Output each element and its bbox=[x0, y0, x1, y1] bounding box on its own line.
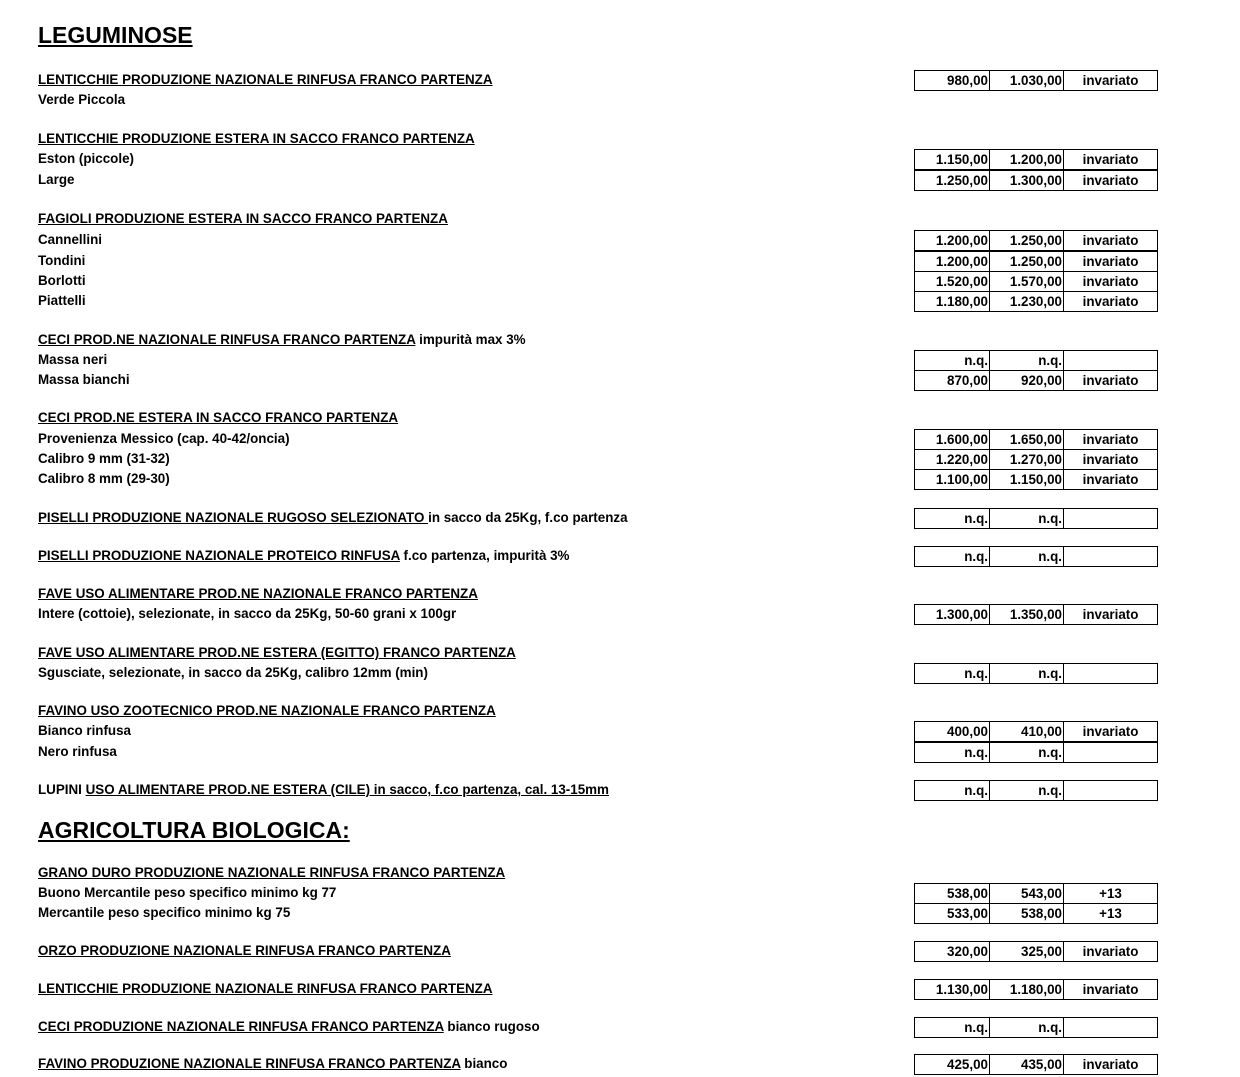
price-variation-cell bbox=[1063, 546, 1158, 567]
plain-text: Piattelli bbox=[38, 293, 86, 308]
price-max-cell: 1.250,00 bbox=[989, 230, 1063, 251]
plain-text: Intere (cottoie), selezionate, in sacco da 25Kg, 50-60 grani x 100gr bbox=[38, 606, 457, 621]
price-max-cell: 1.030,00 bbox=[989, 70, 1063, 91]
underlined-text: CECI PROD.NE NAZIONALE RINFUSA FRANCO PARTENZA bbox=[38, 332, 416, 347]
product-label bbox=[38, 508, 628, 528]
price-max-cell: 920,00 bbox=[989, 370, 1063, 391]
underlined-text: PISELLI PRODUZIONE NAZIONALE PROTEICO RINFUSA bbox=[38, 548, 400, 563]
plain-text: Large bbox=[38, 172, 75, 187]
price-min-cell: n.q. bbox=[914, 508, 989, 529]
price-max-cell: 1.350,00 bbox=[989, 604, 1063, 625]
underlined-text: CECI PRODUZIONE NAZIONALE RINFUSA FRANCO PARTENZA bbox=[38, 1019, 444, 1034]
price-max-cell: n.q. bbox=[989, 350, 1063, 371]
price-max-cell: 1.150,00 bbox=[989, 469, 1063, 490]
product-label bbox=[38, 883, 336, 903]
product-label bbox=[38, 546, 569, 566]
price-max-cell: n.q. bbox=[989, 508, 1063, 529]
section-heading bbox=[38, 90, 125, 110]
price-variation-cell: +13 bbox=[1063, 903, 1158, 924]
price-cells bbox=[914, 429, 1158, 449]
price-variation-cell bbox=[1063, 508, 1158, 529]
plain-text: f.co partenza, impurità 3% bbox=[399, 548, 570, 563]
price-cells bbox=[914, 663, 1158, 683]
product-label bbox=[38, 903, 290, 923]
price-min-cell: n.q. bbox=[914, 1017, 989, 1038]
price-max-cell: 543,00 bbox=[989, 883, 1063, 904]
product-label bbox=[38, 1054, 507, 1074]
plain-text: Massa bianchi bbox=[38, 372, 130, 387]
price-variation-cell bbox=[1063, 742, 1158, 763]
price-min-cell: n.q. bbox=[914, 780, 989, 801]
price-variation-cell: +13 bbox=[1063, 883, 1158, 904]
section-heading bbox=[38, 863, 505, 883]
plain-text: bianco bbox=[460, 1056, 508, 1071]
plain-text: Bianco rinfusa bbox=[38, 723, 132, 738]
price-min-cell: 1.250,00 bbox=[914, 170, 989, 191]
price-variation-cell: invariato bbox=[1063, 271, 1158, 292]
price-variation-cell: invariato bbox=[1063, 170, 1158, 191]
underlined-text: LENTICCHIE PRODUZIONE NAZIONALE RINFUSA FRANCO PARTENZA bbox=[38, 981, 493, 996]
price-min-cell: 425,00 bbox=[914, 1054, 989, 1075]
price-max-cell: 1.250,00 bbox=[989, 251, 1063, 272]
product-label bbox=[38, 979, 493, 999]
price-min-cell: 870,00 bbox=[914, 370, 989, 391]
section-title-agricoltura-biologica: AGRICOLTURA BIOLOGICA: bbox=[38, 817, 350, 843]
price-cells bbox=[914, 604, 1158, 624]
price-min-cell: 1.300,00 bbox=[914, 604, 989, 625]
price-max-cell: 1.200,00 bbox=[989, 149, 1063, 170]
product-label bbox=[38, 291, 86, 311]
product-label bbox=[38, 230, 102, 250]
product-label bbox=[38, 1017, 540, 1037]
underlined-text: LENTICCHIE PRODUZIONE NAZIONALE RINFUSA FRANCO PARTENZA bbox=[38, 72, 493, 87]
price-max-cell: 410,00 bbox=[989, 721, 1063, 742]
price-cells bbox=[914, 903, 1158, 923]
price-min-cell: 1.520,00 bbox=[914, 271, 989, 292]
price-variation-cell: invariato bbox=[1063, 604, 1158, 625]
section-heading bbox=[38, 209, 448, 229]
price-variation-cell bbox=[1063, 350, 1158, 371]
price-cells bbox=[914, 979, 1158, 999]
price-cells bbox=[914, 291, 1158, 311]
price-max-cell: 435,00 bbox=[989, 1054, 1063, 1075]
price-min-cell: 1.130,00 bbox=[914, 979, 989, 1000]
price-min-cell: 1.150,00 bbox=[914, 149, 989, 170]
price-cells bbox=[914, 941, 1158, 961]
price-cells bbox=[914, 508, 1158, 528]
price-cells bbox=[914, 546, 1158, 566]
plain-text: Sgusciate, selezionate, in sacco da 25Kg, calibro 12mm (min) bbox=[38, 665, 428, 680]
price-cells bbox=[914, 271, 1158, 291]
price-min-cell: 320,00 bbox=[914, 941, 989, 962]
price-cells bbox=[914, 449, 1158, 469]
price-max-cell: n.q. bbox=[989, 780, 1063, 801]
price-max-cell: 1.300,00 bbox=[989, 170, 1063, 191]
product-label bbox=[38, 271, 86, 291]
price-max-cell: 1.570,00 bbox=[989, 271, 1063, 292]
plain-text: Massa neri bbox=[38, 352, 108, 367]
product-label bbox=[38, 780, 609, 800]
price-variation-cell bbox=[1063, 1017, 1158, 1038]
price-max-cell: 1.230,00 bbox=[989, 291, 1063, 312]
price-variation-cell: invariato bbox=[1063, 251, 1158, 272]
product-label bbox=[38, 149, 134, 169]
price-max-cell: n.q. bbox=[989, 1017, 1063, 1038]
product-label bbox=[38, 449, 170, 469]
price-min-cell: 538,00 bbox=[914, 883, 989, 904]
underlined-text: GRANO DURO PRODUZIONE NAZIONALE RINFUSA FRANCO PARTENZA bbox=[38, 865, 506, 880]
product-label bbox=[38, 604, 456, 624]
underlined-text: FAVINO USO ZOOTECNICO PROD.NE NAZIONALE FRANCO PARTENZA bbox=[38, 703, 496, 718]
plain-text: Buono Mercantile peso specifico minimo kg 77 bbox=[38, 885, 337, 900]
price-max-cell: n.q. bbox=[989, 663, 1063, 684]
price-min-cell: 1.600,00 bbox=[914, 429, 989, 450]
price-cells bbox=[914, 883, 1158, 903]
price-cells bbox=[914, 721, 1158, 741]
price-variation-cell: invariato bbox=[1063, 449, 1158, 470]
plain-text: Provenienza Messico (cap. 40-42/oncia) bbox=[38, 431, 290, 446]
section-heading bbox=[38, 129, 475, 149]
product-label bbox=[38, 663, 428, 683]
price-min-cell: 1.200,00 bbox=[914, 230, 989, 251]
underlined-text: FAVE USO ALIMENTARE PROD.NE ESTERA (EGITTO) FRANCO PARTENZA bbox=[38, 645, 516, 660]
plain-text: Cannellini bbox=[38, 232, 102, 247]
product-label bbox=[38, 251, 85, 271]
price-cells bbox=[914, 780, 1158, 800]
price-variation-cell: invariato bbox=[1063, 941, 1158, 962]
price-cells bbox=[914, 1017, 1158, 1037]
price-min-cell: n.q. bbox=[914, 742, 989, 763]
section-title-leguminose: LEGUMINOSE bbox=[38, 22, 193, 48]
price-variation-cell: invariato bbox=[1063, 1054, 1158, 1075]
plain-text: impurità max 3% bbox=[415, 332, 526, 347]
price-variation-cell: invariato bbox=[1063, 149, 1158, 170]
underlined-text: CECI PROD.NE ESTERA IN SACCO FRANCO PARTENZA bbox=[38, 410, 399, 425]
price-max-cell: 1.180,00 bbox=[989, 979, 1063, 1000]
price-variation-cell bbox=[1063, 780, 1158, 801]
price-cells bbox=[914, 350, 1158, 370]
price-max-cell: 538,00 bbox=[989, 903, 1063, 924]
section-heading bbox=[38, 330, 526, 350]
product-label bbox=[38, 70, 493, 90]
price-variation-cell: invariato bbox=[1063, 469, 1158, 490]
plain-text: LUPINI bbox=[38, 782, 86, 797]
price-min-cell: 1.200,00 bbox=[914, 251, 989, 272]
price-min-cell: 1.100,00 bbox=[914, 469, 989, 490]
plain-text: Mercantile peso specifico minimo kg 75 bbox=[38, 905, 291, 920]
price-cells bbox=[914, 1054, 1158, 1074]
product-label bbox=[38, 370, 130, 390]
price-variation-cell: invariato bbox=[1063, 230, 1158, 251]
price-cells bbox=[914, 230, 1158, 250]
plain-text: Eston (piccole) bbox=[38, 151, 134, 166]
product-label bbox=[38, 469, 170, 489]
price-min-cell: n.q. bbox=[914, 663, 989, 684]
price-cells bbox=[914, 149, 1158, 169]
price-variation-cell: invariato bbox=[1063, 429, 1158, 450]
price-min-cell: 1.220,00 bbox=[914, 449, 989, 470]
price-max-cell: n.q. bbox=[989, 742, 1063, 763]
price-max-cell: 1.270,00 bbox=[989, 449, 1063, 470]
plain-text: bianco rugoso bbox=[443, 1019, 540, 1034]
underlined-text: FAGIOLI PRODUZIONE ESTERA IN SACCO FRANCO PARTENZA bbox=[38, 211, 448, 226]
price-min-cell: 400,00 bbox=[914, 721, 989, 742]
price-max-cell: 325,00 bbox=[989, 941, 1063, 962]
price-cells bbox=[914, 742, 1158, 762]
price-variation-cell: invariato bbox=[1063, 979, 1158, 1000]
price-min-cell: n.q. bbox=[914, 350, 989, 371]
price-cells bbox=[914, 70, 1158, 90]
plain-text: Calibro 8 mm (29-30) bbox=[38, 471, 170, 486]
price-variation-cell bbox=[1063, 663, 1158, 684]
section-heading bbox=[38, 408, 398, 428]
price-variation-cell: invariato bbox=[1063, 370, 1158, 391]
price-variation-cell: invariato bbox=[1063, 291, 1158, 312]
price-max-cell: 1.650,00 bbox=[989, 429, 1063, 450]
section-heading bbox=[38, 643, 516, 663]
plain-text: Borlotti bbox=[38, 273, 86, 288]
price-min-cell: 1.180,00 bbox=[914, 291, 989, 312]
underlined-text: LENTICCHIE PRODUZIONE ESTERA IN SACCO FRANCO PARTENZA bbox=[38, 131, 475, 146]
underlined-text: USO ALIMENTARE PROD.NE ESTERA (CILE) in sacco, f.co partenza, cal. 13-15mm bbox=[85, 782, 609, 797]
price-max-cell: n.q. bbox=[989, 546, 1063, 567]
plain-text: Verde Piccola bbox=[38, 92, 126, 107]
plain-text: Tondini bbox=[38, 253, 86, 268]
product-label bbox=[38, 170, 74, 190]
product-label bbox=[38, 721, 131, 741]
plain-text: Nero rinfusa bbox=[38, 744, 117, 759]
underlined-text: FAVINO PRODUZIONE NAZIONALE RINFUSA FRANCO PARTENZA bbox=[38, 1056, 461, 1071]
product-label bbox=[38, 941, 451, 961]
price-min-cell: 980,00 bbox=[914, 70, 989, 91]
product-label bbox=[38, 742, 117, 762]
section-heading bbox=[38, 701, 496, 721]
price-min-cell: 533,00 bbox=[914, 903, 989, 924]
price-cells bbox=[914, 370, 1158, 390]
price-cells bbox=[914, 469, 1158, 489]
product-label bbox=[38, 429, 290, 449]
plain-text: Calibro 9 mm (31-32) bbox=[38, 451, 170, 466]
price-cells bbox=[914, 251, 1158, 271]
underlined-text: PISELLI PRODUZIONE NAZIONALE RUGOSO SELEZIONATO bbox=[38, 510, 429, 525]
price-min-cell: n.q. bbox=[914, 546, 989, 567]
underlined-text: ORZO PRODUZIONE NAZIONALE RINFUSA FRANCO PARTENZA bbox=[38, 943, 451, 958]
price-variation-cell: invariato bbox=[1063, 70, 1158, 91]
price-cells bbox=[914, 170, 1158, 190]
product-label bbox=[38, 350, 107, 370]
plain-text: in sacco da 25Kg, f.co partenza bbox=[428, 510, 628, 525]
price-variation-cell: invariato bbox=[1063, 721, 1158, 742]
section-heading bbox=[38, 584, 478, 604]
underlined-text: FAVE USO ALIMENTARE PROD.NE NAZIONALE FRANCO PARTENZA bbox=[38, 586, 478, 601]
